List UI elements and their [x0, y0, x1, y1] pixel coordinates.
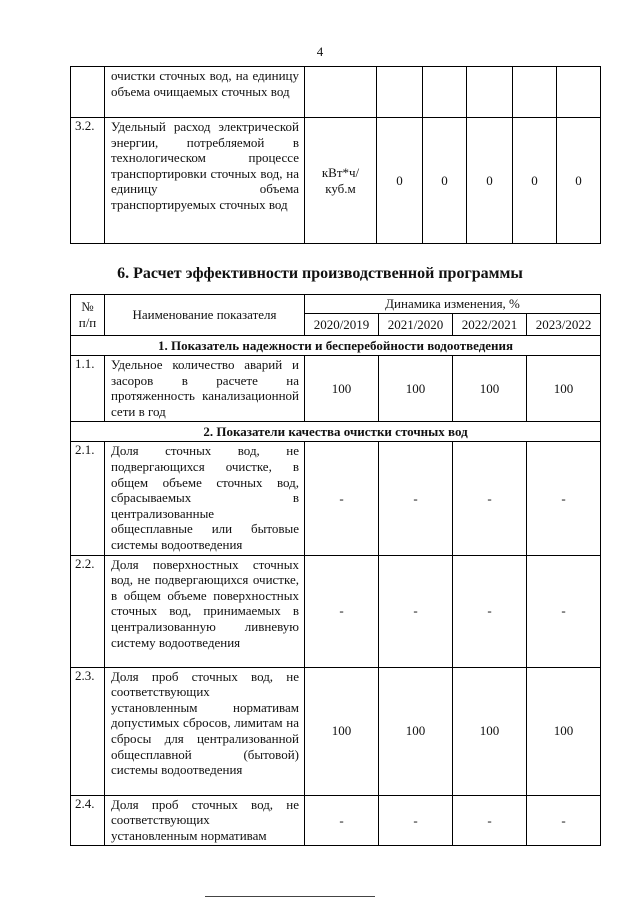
section-row	[71, 422, 601, 442]
value-cell: -	[527, 442, 601, 555]
value-cell: -	[379, 795, 453, 846]
section-row	[71, 336, 601, 356]
header-dynamics: Динамика изменения, %	[305, 295, 601, 314]
row-number: 2.4.	[71, 795, 105, 846]
value-cell: 0	[467, 118, 513, 244]
row-number: 2.3.	[71, 667, 105, 795]
value-cell: -	[527, 555, 601, 667]
indicator-name: Удельное количество аварий и засоров в расчете на протяженность канализационной сети в год	[105, 356, 305, 422]
table-row	[71, 555, 601, 667]
value-cell	[467, 67, 513, 118]
indicator-name: Доля поверхностных сточных вод, не подвергающихся очистке, в общем объеме поверхностных сточных вод, принимаемых в централизованную ливневую систему водоотведения	[105, 555, 305, 667]
header-row	[71, 295, 601, 314]
value-cell	[423, 67, 467, 118]
table-row	[71, 67, 601, 118]
section-heading: 2. Показатели качества очистки сточных вод	[71, 422, 601, 442]
value-cell: 100	[305, 667, 379, 795]
value-cell: 0	[423, 118, 467, 244]
value-cell	[557, 67, 601, 118]
row-number: 1.1.	[71, 356, 105, 422]
value-cell: 100	[453, 356, 527, 422]
value-cell: 100	[527, 667, 601, 795]
value-cell: 100	[453, 667, 527, 795]
value-cell: 0	[513, 118, 557, 244]
indicator-name: Доля сточных вод, не подвергающихся очистке, в общем объеме сточных вод, сбрасываемых в централизованные общесплавные или бытовые системы водоотведения	[105, 442, 305, 555]
header-year: 2023/2022	[527, 314, 601, 336]
value-cell	[513, 67, 557, 118]
value-cell: 100	[379, 356, 453, 422]
value-cell: 0	[557, 118, 601, 244]
row-number	[71, 67, 105, 118]
value-cell: 0	[377, 118, 423, 244]
row-number: 2.2.	[71, 555, 105, 667]
value-cell: -	[527, 795, 601, 846]
header-year: 2021/2020	[379, 314, 453, 336]
indicator-name: Доля проб сточных вод, не соответствующих установленным нормативам	[105, 795, 305, 846]
table-row	[71, 118, 601, 244]
table-row	[71, 442, 601, 555]
row-number: 2.1.	[71, 442, 105, 555]
unit-cell	[305, 67, 377, 118]
header-number: № п/п	[71, 295, 105, 336]
unit-cell: кВт*ч/ куб.м	[305, 118, 377, 244]
value-cell: 100	[379, 667, 453, 795]
value-cell: 100	[527, 356, 601, 422]
value-cell: -	[453, 795, 527, 846]
value-cell: -	[305, 795, 379, 846]
indicator-name: Доля проб сточных вод, не соответствующих установленным нормативам допустимых сбросов, лимитам на сбросы для централизованной общесплавной (бытовой) системы водоотведения	[105, 667, 305, 795]
footer-divider	[205, 896, 375, 897]
value-cell: -	[379, 442, 453, 555]
row-number: 3.2.	[71, 118, 105, 244]
header-indicator-name: Наименование показателя	[105, 295, 305, 336]
value-cell: -	[379, 555, 453, 667]
header-year: 2020/2019	[305, 314, 379, 336]
value-cell	[377, 67, 423, 118]
efficiency-table	[70, 294, 601, 846]
table-row	[71, 667, 601, 795]
value-cell: -	[453, 442, 527, 555]
indicator-name: Удельный расход электрической энергии, потребляемой в технологическом процессе транспортировки сточных вод, на единицу объема транспортируемых сточных вод	[105, 118, 305, 244]
table-row	[71, 356, 601, 422]
table-row	[71, 795, 601, 846]
section-title: 6. Расчет эффективности производственной программы	[117, 265, 523, 282]
page-number: 4	[316, 44, 324, 59]
value-cell: -	[305, 555, 379, 667]
header-year: 2022/2021	[453, 314, 527, 336]
value-cell: 100	[305, 356, 379, 422]
top-continuation-table	[70, 66, 601, 244]
indicator-name: очистки сточных вод, на единицу объема очищаемых сточных вод	[105, 67, 305, 118]
section-heading: 1. Показатель надежности и бесперебойности водоотведения	[71, 336, 601, 356]
value-cell: -	[453, 555, 527, 667]
value-cell: -	[305, 442, 379, 555]
